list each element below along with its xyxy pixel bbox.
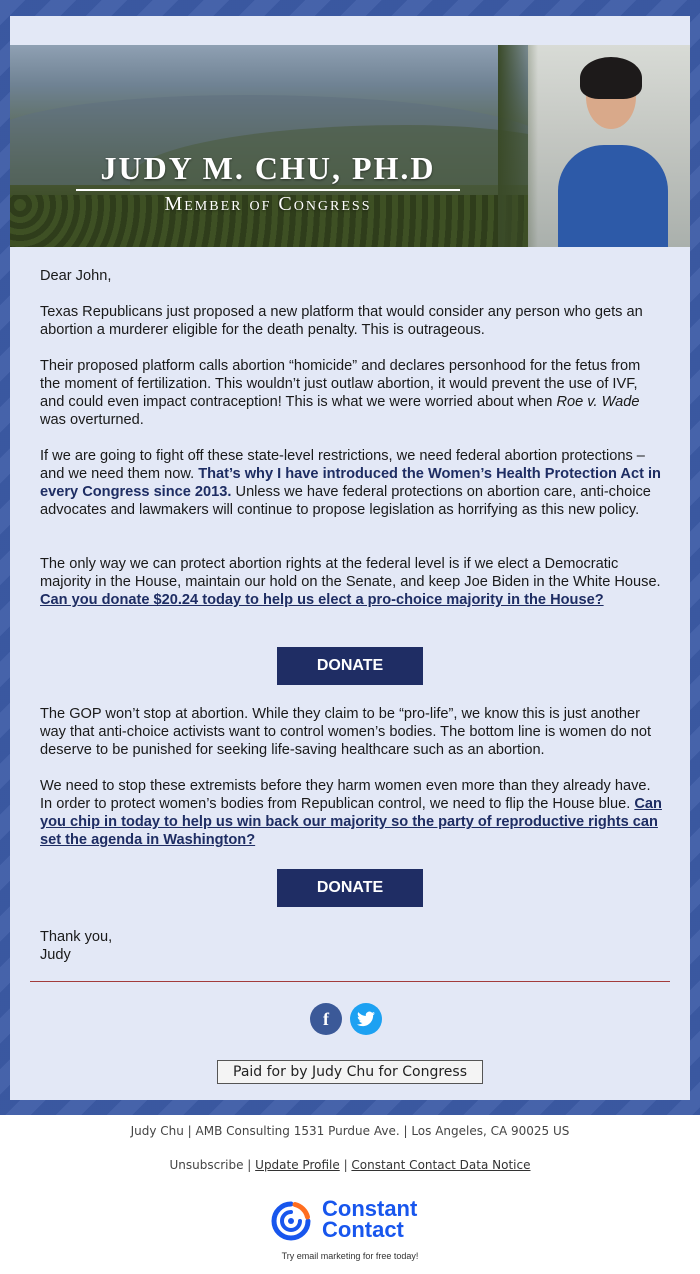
constant-contact-logo-icon bbox=[270, 1200, 312, 1242]
paragraph-1: Texas Republicans just proposed a new platform that would consider any person who gets an abortion a murderer eligible for the death penalty. This is outrageous. bbox=[40, 304, 643, 338]
update-profile-link[interactable]: Update Profile bbox=[255, 1158, 340, 1172]
whpa-highlight: That’s why I have introduced the Women’s Health Protection Act in every Congress since 2013. bbox=[40, 466, 661, 500]
header-banner bbox=[10, 45, 690, 247]
twitter-bird-icon bbox=[357, 1011, 375, 1027]
donate-link-2[interactable]: Can you chip in today to help us win back our majority so the party of reproductive rights can set the agenda in Washington? bbox=[40, 796, 662, 848]
paragraph-3: If we are going to fight off these state-level restrictions, we need federal abortion protections – and we need them now. That’s why I have introduced the Women’s Health Protection Act in every Congress since 2013. Unless we have federal protections on abortion care, anti-choice advocates and lawmakers will continue to propose legislation as horrifying as this new policy. bbox=[40, 448, 661, 518]
portrait-hair bbox=[580, 57, 642, 99]
constant-contact-logo[interactable] bbox=[270, 1198, 435, 1244]
logo-word-contact: Contact bbox=[322, 1217, 404, 1242]
unsubscribe-link[interactable]: Unsubscribe bbox=[169, 1158, 244, 1172]
signature: Judy bbox=[40, 947, 71, 963]
donate-link-1[interactable]: Can you donate $20.24 today to help us elect a pro-choice majority in the House? bbox=[40, 592, 604, 608]
facebook-icon[interactable]: f bbox=[310, 1003, 342, 1035]
footer-address: Judy Chu | AMB Consulting 1531 Purdue Ave. | Los Angeles, CA 90025 US bbox=[130, 1124, 570, 1138]
top-spacer bbox=[10, 16, 690, 45]
portrait-photo bbox=[528, 45, 690, 247]
header-subtitle: Member of Congress bbox=[164, 193, 372, 215]
donate-button-2[interactable]: DONATE bbox=[277, 869, 423, 907]
paragraph-4: The only way we can protect abortion rights at the federal level is if we elect a Democratic majority in the House, maintain our hold on the Senate, and keep Joe Biden in the White House. Can you donate $20.24 today to help us elect a pro-choice majority in the House? bbox=[40, 556, 661, 608]
email-body bbox=[10, 247, 690, 1100]
footer-links: Unsubscribe | Update Profile | Constant Contact Data Notice bbox=[169, 1158, 531, 1172]
paid-for-disclaimer: Paid for by Judy Chu for Congress bbox=[217, 1060, 483, 1084]
closing-thanks: Thank you, bbox=[40, 929, 113, 945]
logo-word-constant: Constant bbox=[322, 1196, 418, 1221]
constant-contact-tagline[interactable]: Try email marketing for free today! bbox=[281, 1251, 419, 1261]
donate-button[interactable]: DONATE bbox=[277, 647, 423, 685]
roe-v-wade-italic: Roe v. Wade bbox=[556, 394, 640, 410]
data-notice-link[interactable]: Constant Contact Data Notice bbox=[351, 1158, 531, 1172]
divider bbox=[30, 981, 670, 982]
greeting: Dear John, bbox=[40, 268, 112, 284]
paragraph-5: The GOP won’t stop at abortion. While they claim to be “pro-life”, we know this is just another way that anti-choice activists want to control women’s bodies. The bottom line is women do not deserve to be punished for seeking life-saving healthcare such as an abortion. bbox=[40, 706, 652, 758]
twitter-icon[interactable] bbox=[350, 1003, 382, 1035]
paragraph-2: Their proposed platform calls abortion “homicide” and declares personhood for the fetus from the moment of fertilization. This wouldn’t just outlaw abortion, it would prevent the use of IVF, and could even impact contraception! This is what we were worried about when Roe v. Wade was overturned. bbox=[40, 358, 641, 428]
header-rule bbox=[76, 189, 460, 191]
portrait-jacket bbox=[558, 145, 668, 247]
header-title: JUDY M. CHU, PH.D bbox=[100, 150, 436, 186]
paragraph-6: We need to stop these extremists before they harm women even more than they already have. In order to protect women’s bodies from Republican control, we need to flip the House blue. Can you chip in today to help us win back our majority so the party of reproductive rights can set the agenda in Washington? bbox=[40, 778, 662, 848]
